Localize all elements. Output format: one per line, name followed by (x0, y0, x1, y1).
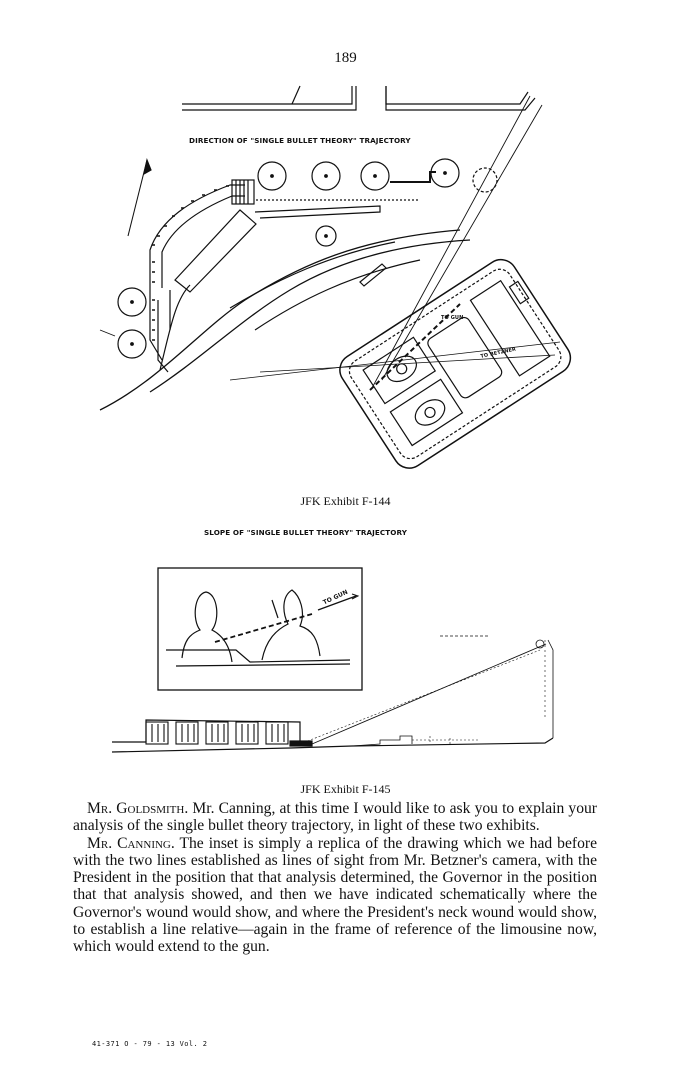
paragraph-goldsmith-text: Mr. Canning, at this time I would like to ask you to explain your analysis of the single bullet theory trajectory, in light of these two exhibits. (73, 800, 597, 835)
page-number: 189 (334, 50, 357, 66)
paragraph-canning (73, 835, 597, 956)
exhibit-label-f145 (0, 782, 691, 797)
exhibit-label-f144-text: JFK Exhibit F-144 (300, 494, 391, 508)
paragraph-canning-text: The inset is simply a replica of the drawing which we had before with the two lines established as lines of sight from Mr. Betzner's camera, with the President in the position that that analysis determined, the Governor in the position that that analysis showed, and then we have indicated schematically where the Governor's wound would show, and where the President's neck wound would show, to establish a line relative—again in the frame of reference of the limousine now, which would extend to the gun. (73, 834, 597, 956)
bottom-label-to-gun: TO GUN (322, 588, 350, 607)
speaker-goldsmith: Mr. Goldsmith. (87, 800, 189, 817)
top-label-to-gun: TO GUN (441, 315, 464, 321)
top-figure-caption: DIRECTION OF "SINGLE BULLET THEORY" TRAJECTORY (189, 136, 411, 145)
paragraph-goldsmith (73, 800, 597, 835)
top-label-to-betzner: TO BETZNER (480, 346, 517, 360)
plan-view-diagram (0, 0, 691, 480)
print-footer: 41-371 O - 79 - 13 Vol. 2 (92, 1040, 208, 1048)
exhibit-label-f145-text: JFK Exhibit F-145 (300, 782, 391, 796)
speaker-canning: Mr. Canning. (87, 834, 175, 852)
testimony-text (73, 800, 597, 956)
elevation-diagram (0, 540, 691, 770)
bottom-figure-caption: SLOPE OF "SINGLE BULLET THEORY" TRAJECTORY (204, 528, 408, 537)
exhibit-label-f144 (0, 494, 691, 509)
